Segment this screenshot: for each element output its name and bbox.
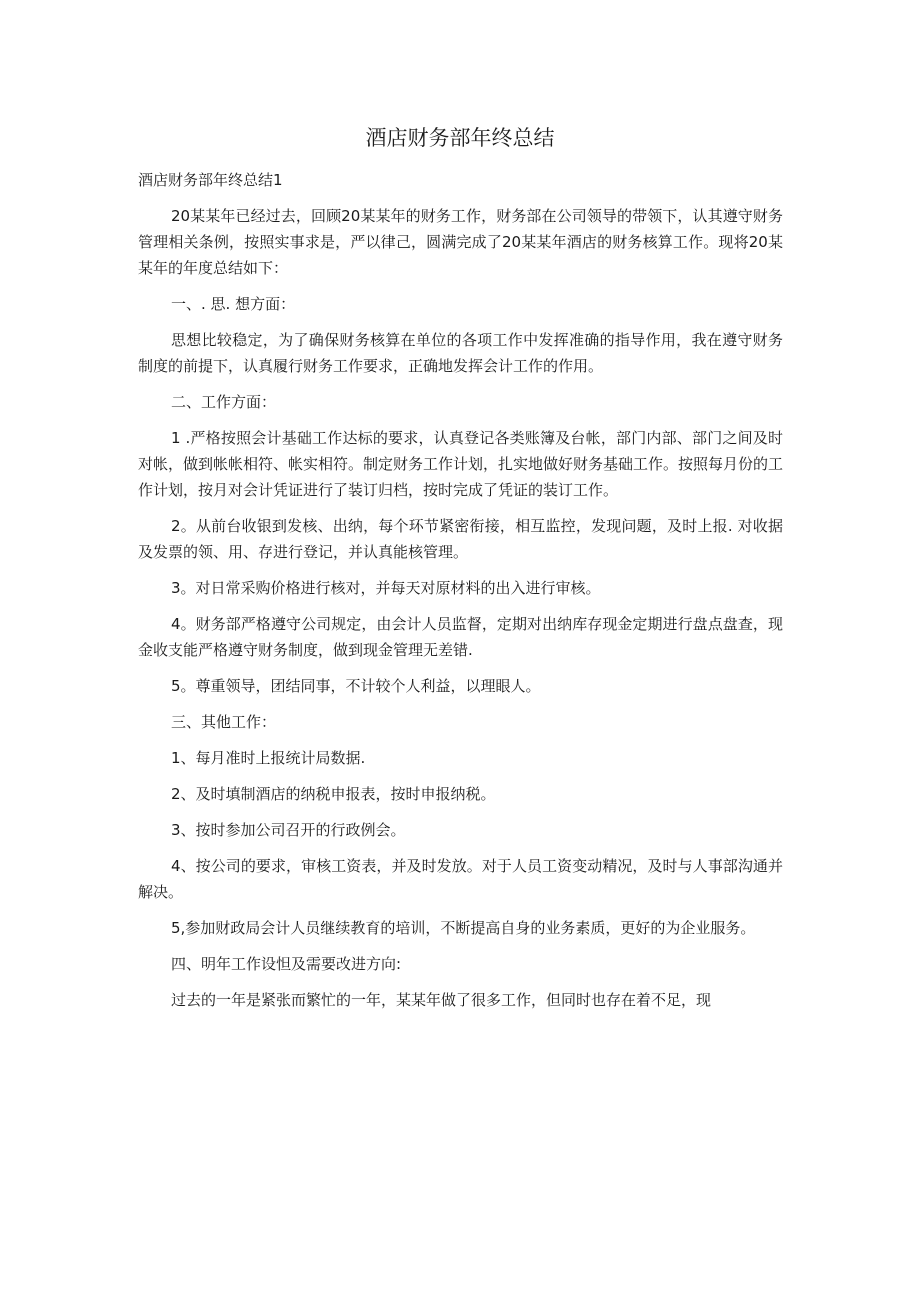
section-heading-other: 三、其他工作： <box>171 713 277 731</box>
paragraph-work-4: 4。财务部严格遵守公司规定，由会计人员监督，定期对出纳库存现金定期进行盘点盘查，现金收支能严格遵守财务制度，做到现金管理无差错. <box>138 615 783 659</box>
paragraph-work-3: 3。对日常采购价格进行核对，并每天对原材料的出入进行审核。 <box>171 579 601 597</box>
document-body <box>138 203 783 1023</box>
paragraph-work-5: 5。尊重领导，团结同事，不计较个人利益，以理眼人。 <box>171 677 541 695</box>
paragraph-other-3: 3、按时参加公司召开的行政例会。 <box>171 821 406 839</box>
paragraph-work-2: 2。从前台收银到发核、出纳，每个环节紧密衔接，相互监控，发现问题，及时上报. 对收据及发票的领、用、存进行登记，并认真能核管理。 <box>138 517 783 561</box>
section-heading-thought: 一、. 思. 想方面： <box>171 295 296 313</box>
paragraph-intro: 20某某年已经过去，回顾20某某年的财务工作，财务部在公司领导的带领下，认其遵守财务管理相关条例，按照实事求是，严以律己，圆满完成了20某某年酒店的财务核算工作。现将20某某年的年度总结如下： <box>138 207 783 277</box>
paragraph-work-1: 1 .严格按照会计基础工作达标的要求，认真登记各类账簿及台帐，部门内部、部门之间及时对帐，做到帐帐相符、帐实相符。制定财务工作计划，扎实地做好财务基础工作。按照每月份的工作计划，按月对会计凭证进行了装订归档，按时完成了凭证的装订工作。 <box>138 429 784 499</box>
section-heading-next-year: 四、明年工作设怛及需要改进方向: <box>171 955 402 973</box>
paragraph-other-4: 4、按公司的要求，审核工资表，并及时发放。对于人员工资变动精况，及时与人事部沟通并解决。 <box>138 857 783 901</box>
paragraph-next-year: 过去的一年是紧张而繁忙的一年，某某年做了很多工作，但同时也存在着不足，现 <box>171 991 712 1009</box>
document-title: 酒店财务部年终总结 <box>365 126 555 150</box>
paragraph-other-5: 5,参加财政局会计人员继续教育的培训，不断提高自身的业务素质，更好的为企业服务。 <box>171 919 756 937</box>
section-heading-work: 二、工作方面： <box>171 393 277 411</box>
document-subtitle: 酒店财务部年终总结1 <box>138 171 283 189</box>
paragraph-other-1: 1、每月准时上报统计局数据. <box>171 749 366 767</box>
paragraph-thought: 思想比较稳定，为了确保财务核算在单位的各项工作中发挥准确的指导作用，我在遵守财务制度的前提下，认真履行财务工作要求，正确地发挥会计工作的作用。 <box>138 331 783 375</box>
paragraph-other-2: 2、及时填制酒店的纳税申报表，按时申报纳税。 <box>171 785 496 803</box>
